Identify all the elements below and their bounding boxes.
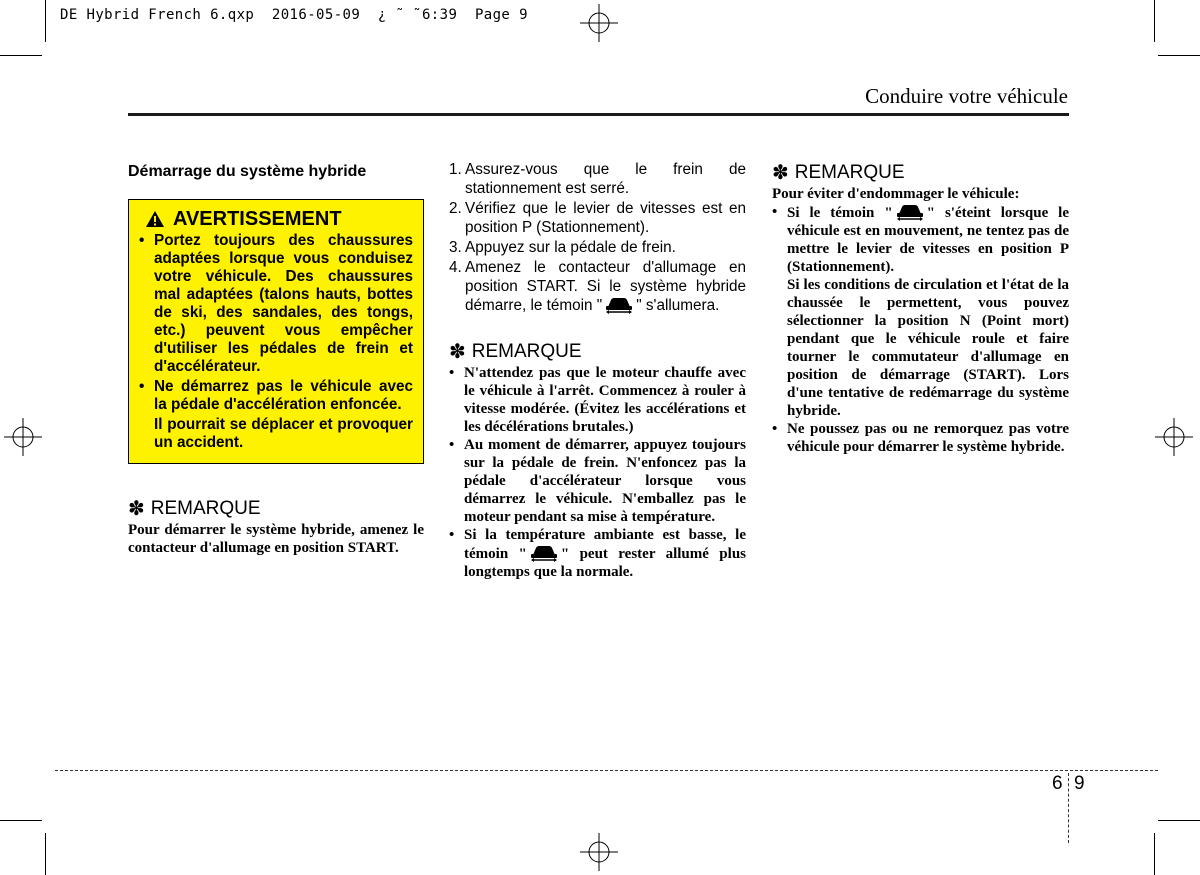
section-title: Conduire votre véhicule — [865, 84, 1068, 108]
remark-title-text: REMARQUE — [150, 497, 261, 519]
step-item — [449, 199, 746, 237]
crop-mark — [1158, 820, 1200, 821]
column-middle — [449, 160, 746, 581]
warning-item-text: Portez toujours des chaussures adaptées lorsque vous conduisez votre véhicule. Des chaussures mal adaptées (talons hauts, bottes de ski, des sandales, des tongs, etc.) peuvent vous empêcher d'utiliser les pédales de frein et d'accélérateur. — [154, 232, 413, 375]
remark-text-part: " peut rester allumé plus longtemps que la normale. — [464, 546, 746, 580]
crop-mark — [1154, 0, 1155, 42]
crop-mark — [1158, 55, 1200, 56]
footer-dashed-divider — [1068, 773, 1069, 843]
remark-text-part: Si le témoin " — [787, 205, 893, 221]
crop-mark — [45, 0, 46, 42]
step-item — [449, 160, 746, 198]
remark-body — [772, 185, 1069, 456]
remark-item — [772, 203, 1069, 276]
step-text-part: " s'allumera. — [636, 297, 720, 314]
warning-item-text: Ne démarrez pas le véhicule avec la pédale d'accélération enfoncée. — [154, 378, 413, 413]
remark-star-icon: ✽ — [128, 498, 145, 520]
remark-title-text: REMARQUE — [794, 161, 905, 183]
remark-star-icon: ✽ — [449, 341, 466, 363]
print-file-header: DE Hybrid French 6.qxp 2016-05-09 ¿ ˜ ̃ 6:39 Page 9 — [60, 7, 528, 23]
crop-mark — [0, 55, 42, 56]
car-ready-indicator-icon — [529, 544, 559, 562]
bullet: • — [449, 365, 455, 381]
step-text: Assurez-vous que le frein de stationnement est serré. — [465, 161, 746, 197]
step-number: 4. — [449, 259, 462, 276]
crosshair-registration-icon — [4, 418, 42, 456]
step-text: Appuyez sur la pédale de frein. — [465, 239, 676, 256]
warning-title — [145, 210, 413, 228]
column-right — [772, 160, 1069, 456]
page-number: 9 — [1074, 773, 1085, 794]
bullet: • — [772, 421, 778, 437]
remark-body — [449, 364, 746, 581]
crop-mark — [45, 833, 46, 875]
step-number: 2. — [449, 200, 462, 217]
warning-title-text: AVERTISSEMENT — [173, 208, 342, 230]
step-text-part: Amenez le contacteur d'allumage en position START. Si le système hybride démarre, le témoin " — [465, 259, 746, 314]
remark-item-text — [787, 203, 1069, 276]
step-number: 3. — [449, 239, 462, 256]
car-ready-indicator-icon — [604, 296, 634, 314]
header-rule — [128, 113, 1069, 116]
column-left — [128, 160, 424, 557]
remark-item — [449, 436, 746, 526]
remark-title — [128, 496, 424, 521]
bullet: • — [772, 204, 778, 220]
remark-item-text — [464, 526, 746, 581]
page-chapter-number: 6 — [1052, 773, 1063, 794]
step-text — [465, 258, 746, 315]
remark-star-icon: ✽ — [772, 162, 789, 184]
remark-item — [449, 526, 746, 581]
crosshair-registration-icon — [1155, 418, 1193, 456]
remark-item — [449, 364, 746, 436]
warning-box — [128, 199, 424, 464]
step-number: 1. — [449, 161, 462, 178]
warning-continuation: Il pourrait se déplacer et provoquer un accident. — [154, 416, 413, 451]
bullet: • — [449, 527, 455, 543]
step-item — [449, 258, 746, 315]
remark-item-text: Ne poussez pas ou ne remorquez pas votre véhicule pour démarrer le système hybride. — [787, 421, 1069, 455]
remark-text-part: Si la température ambiante est basse, le témoin " — [464, 527, 746, 562]
bullet: • — [139, 378, 145, 395]
remark-item — [772, 420, 1069, 456]
remark-item-text: N'attendez pas que le moteur chauffe avec le véhicule à l'arrêt. Commencez à rouler à vitesse modérée. (Évitez les accélérations et les décélérations brutales.) — [464, 365, 746, 435]
remark-title — [772, 160, 1069, 185]
remark-title — [449, 339, 746, 364]
remark-continuation: Si les conditions de circulation et l'état de la chaussée le permettent, vous pouvez sélectionner la position N (Point mort) pendant que le véhicule roule et faire tourner le commutateur d'allumage en position de démarrage (START). Lors d'une tentative de redémarrage du système hybride. — [787, 277, 1069, 419]
remark-intro: Pour éviter d'endommager le véhicule: — [772, 186, 1020, 202]
crosshair-registration-icon — [580, 4, 618, 42]
step-item — [449, 238, 746, 257]
crop-mark — [1154, 833, 1155, 875]
remark-text-part: " s'éteint lorsque le véhicule est en mouvement, ne tentez pas de mettre le levier de vitesses en position P (Stationnement). — [787, 205, 1069, 275]
remark-title-text: REMARQUE — [471, 340, 582, 362]
remark-item-text: Au moment de démarrer, appuyez toujours sur la pédale de frein. N'enfoncez pas la pédale d'accélérateur lorsque vous démarrez le véhicule. N'emballez pas le moteur pendant sa mise à température. — [464, 437, 746, 525]
bullet: • — [139, 232, 145, 249]
remark-block — [449, 339, 746, 581]
section-heading: Démarrage du système hybride — [128, 163, 367, 180]
crosshair-registration-icon — [580, 833, 618, 871]
remark-block — [128, 496, 424, 557]
bullet: • — [449, 437, 455, 453]
warning-triangle-icon — [145, 210, 165, 228]
remark-body: Pour démarrer le système hybride, amenez le contacteur d'allumage en position START. — [128, 522, 424, 556]
step-text: Vérifiez que le levier de vitesses est en position P (Stationnement). — [465, 200, 746, 236]
steps-list — [449, 160, 746, 315]
warning-item — [139, 378, 413, 414]
footer-dashed-rule — [55, 770, 1158, 771]
crop-mark — [0, 820, 42, 821]
warning-item — [139, 232, 413, 376]
car-ready-indicator-icon — [895, 203, 925, 221]
